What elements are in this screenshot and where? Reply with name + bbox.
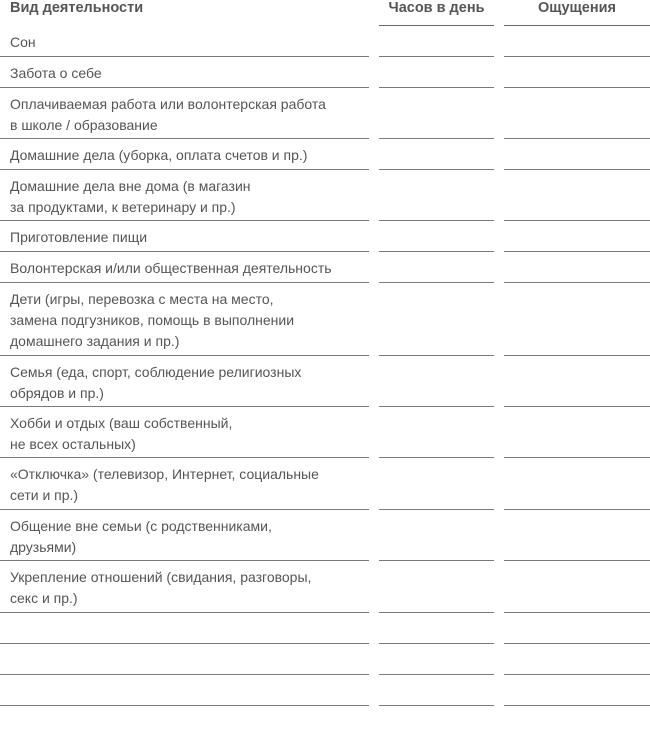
activity-cell: Оплачиваемая работа или волонтерская работа в школе / образование — [0, 88, 369, 139]
hours-entry-cell[interactable] — [379, 221, 494, 252]
hours-entry-cell[interactable] — [379, 561, 494, 613]
feelings-entry-cell[interactable] — [504, 252, 650, 283]
table-header — [0, 0, 650, 26]
table-row — [0, 561, 650, 613]
feelings-entry-cell[interactable] — [504, 57, 650, 88]
table-row — [0, 356, 650, 407]
hours-entry-cell[interactable] — [379, 57, 494, 88]
hours-entry-cell[interactable] — [379, 356, 494, 407]
table-row — [0, 252, 650, 283]
activity-table — [0, 26, 650, 706]
activity-cell: Дети (игры, перевозка с места на место, замена подгузников, помощь в выполнении домашнего задания и пр.) — [0, 283, 369, 356]
feelings-entry-cell[interactable] — [504, 407, 650, 458]
table-row — [0, 407, 650, 458]
feelings-entry-cell[interactable] — [504, 88, 650, 139]
hours-entry-cell[interactable] — [379, 26, 494, 57]
hours-entry-cell[interactable] — [379, 252, 494, 283]
table-row — [0, 88, 650, 139]
activity-cell: Семья (еда, спорт, соблюдение религиозных обрядов и пр.) — [0, 356, 369, 407]
table-row — [0, 170, 650, 221]
table-row — [0, 139, 650, 170]
activity-cell: Сон — [0, 26, 369, 57]
hours-entry-cell[interactable] — [379, 675, 494, 706]
feelings-entry-cell[interactable] — [504, 510, 650, 561]
feelings-entry-cell[interactable] — [504, 139, 650, 170]
feelings-entry-cell[interactable] — [504, 356, 650, 407]
table-row — [0, 26, 650, 57]
table-row — [0, 57, 650, 88]
hours-entry-cell[interactable] — [379, 510, 494, 561]
table-row — [0, 458, 650, 510]
table-row — [0, 613, 650, 644]
header-activity: Вид деятельности — [10, 0, 144, 16]
hours-entry-cell[interactable] — [379, 283, 494, 356]
hours-entry-cell[interactable] — [379, 407, 494, 458]
activity-cell: Укрепление отношений (свидания, разговоры, секс и пр.) — [0, 561, 369, 613]
table-row — [0, 510, 650, 561]
hours-entry-cell[interactable] — [379, 88, 494, 139]
activity-cell: Домашние дела вне дома (в магазин за продуктами, к ветеринару и пр.) — [0, 170, 369, 221]
table-row — [0, 675, 650, 706]
feelings-entry-cell[interactable] — [504, 283, 650, 356]
activity-cell: Волонтерская и/или общественная деятельность — [0, 252, 369, 283]
header-feelings: Ощущения — [504, 0, 650, 26]
activity-cell — [0, 644, 369, 675]
feelings-entry-cell[interactable] — [504, 613, 650, 644]
activity-cell: Домашние дела (уборка, оплата счетов и пр.) — [0, 139, 369, 170]
activity-cell: «Отключка» (телевизор, Интернет, социальные сети и пр.) — [0, 458, 369, 510]
activity-cell — [0, 613, 369, 644]
feelings-entry-cell[interactable] — [504, 221, 650, 252]
feelings-entry-cell[interactable] — [504, 561, 650, 613]
table-row — [0, 221, 650, 252]
feelings-entry-cell[interactable] — [504, 644, 650, 675]
hours-entry-cell[interactable] — [379, 139, 494, 170]
feelings-entry-cell[interactable] — [504, 170, 650, 221]
hours-entry-cell[interactable] — [379, 458, 494, 510]
activity-cell: Общение вне семьи (с родственниками, друзьями) — [0, 510, 369, 561]
activity-cell: Хобби и отдых (ваш собственный, не всех остальных) — [0, 407, 369, 458]
table-row — [0, 644, 650, 675]
hours-entry-cell[interactable] — [379, 613, 494, 644]
feelings-entry-cell[interactable] — [504, 458, 650, 510]
hours-entry-cell[interactable] — [379, 644, 494, 675]
activity-cell: Забота о себе — [0, 57, 369, 88]
hours-entry-cell[interactable] — [379, 170, 494, 221]
header-hours-per-day: Часов в день — [379, 0, 494, 26]
feelings-entry-cell[interactable] — [504, 675, 650, 706]
activity-cell — [0, 675, 369, 706]
activity-cell: Приготовление пищи — [0, 221, 369, 252]
table-row — [0, 283, 650, 356]
feelings-entry-cell[interactable] — [504, 26, 650, 57]
